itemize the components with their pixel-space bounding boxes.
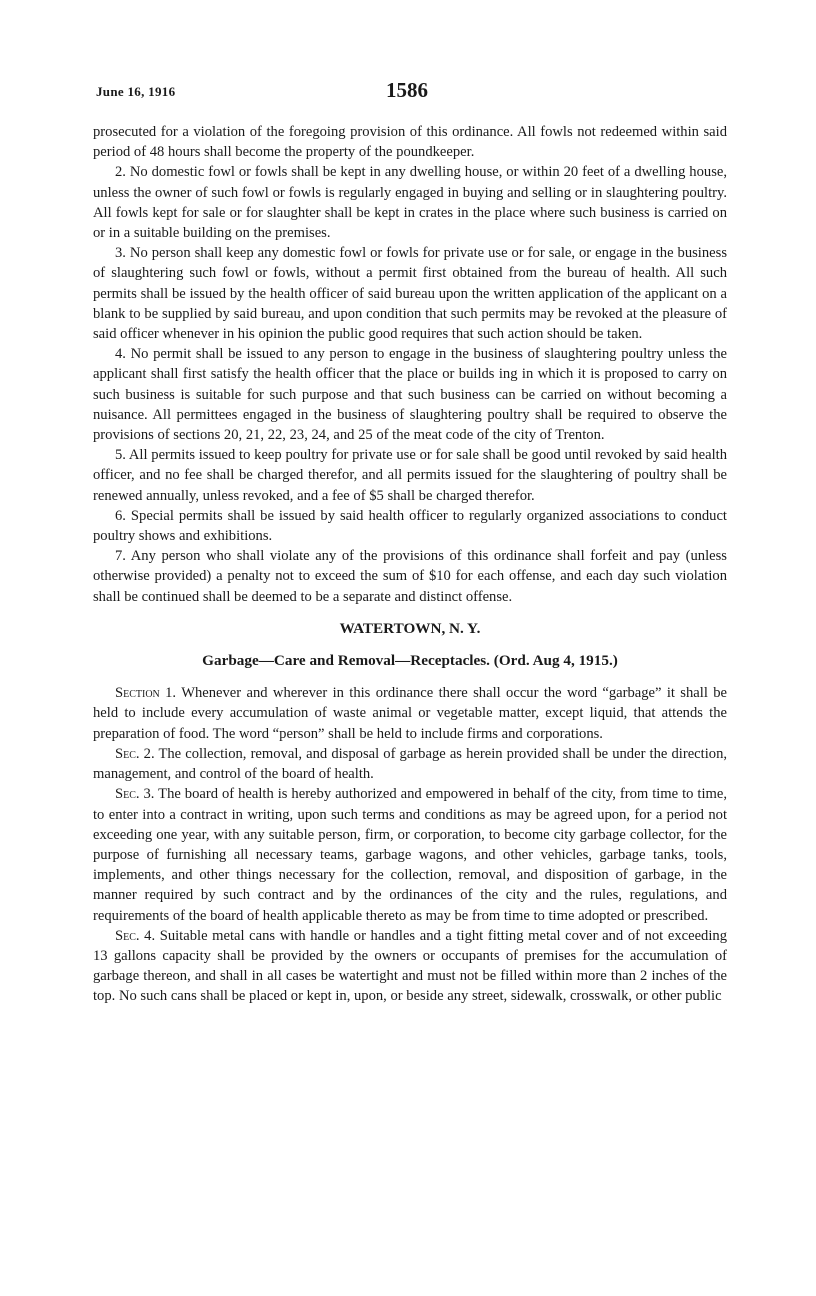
section-label: Section 1. <box>115 685 177 702</box>
section-text: Whenever and wherever in this ordinance there shall occur the word “garbage” it shall be held to include every accumulation of waste animal or vegetable matter, except liquid, that attends the preparation of food. The word “person” shall be held to include firms and corporations. <box>93 685 728 742</box>
paragraph-7: 7. Any person who shall violate any of the provisions of this ordinance shall forfeit and pay (unless otherwise provided) a penalty not to exceed the sum of $10 for each offense, and each day such violation shall be continued shall be deemed to be a separate and distinct offense. <box>93 548 727 605</box>
page-header <box>96 78 726 108</box>
page-body <box>93 122 727 1007</box>
paragraph-4: 4. No permit shall be issued to any person to engage in the business of slaughtering poultry unless the applicant shall first satisfy the health officer that the place or builds ing in which it is proposed to carry on such business is suitable for such purpose and that such business can be carried on without becoming a nuisance. All permittees engaged in the business of slaughtering poultry shall be required to observe the provisions of sections 20, 21, 22, 23, 24, and 25 of the meat code of the city of Trenton. <box>93 346 727 444</box>
section-text: Suitable metal cans with handle or handles and a tight fitting metal cover and of not exceeding 13 gallons capacity shall be provided by the owners or occupants of premises for the accumulation of garbage thereon, and shall in all cases be watertight and must not be filled within more than 2 inches of the top. No such cans shall be placed or kept in, upon, or beside any street, sidewalk, crosswalk, or other public <box>93 927 727 1005</box>
paragraph-3: 3. No person shall keep any domestic fowl or fowls for private use or for sale, or engage in the business of slaughtering such fowl or fowls, without a permit first obtained from the bureau of health. All such permits shall be issued by the health officer of said bureau upon the written application of the applicant on a blank to be supplied by said bureau, and upon condition that such permits may be revoked at the pleasure of said officer whenever in his opinion the public good requires that such action should be taken. <box>93 245 727 343</box>
page-number: 1586 <box>386 78 428 102</box>
paragraph-continued: prosecuted for a violation of the foregoing provision of this ordinance. All fowls not redeemed within said period of 48 hours shall become the property of the poundkeeper. <box>93 124 727 161</box>
ordinance-section-1 <box>93 683 727 744</box>
paragraph-6: 6. Special permits shall be issued by said health officer to regularly organized associations to conduct poultry shows and exhibitions. <box>93 507 727 545</box>
paragraph-2: 2. No domestic fowl or fowls shall be kept in any dwelling house, or within 20 feet of a dwelling house, unless the owner of such fowl or fowls is regularly engaged in buying and selling or in slaughtering poultry. All fowls kept for sale or for slaughter shall be kept in crates in the place where such business is carried on or in a suitable building on the premises. <box>93 164 727 242</box>
ordinance-section-4 <box>93 926 727 1007</box>
section-label: Sec. 4. <box>115 927 156 944</box>
section-heading: WATERTOWN, N. Y. <box>339 619 481 637</box>
section-label: Sec. 2. <box>115 745 155 762</box>
section-text: The collection, removal, and disposal of garbage as herein provided shall be under the direction, management, and control of the board of health. <box>93 745 728 783</box>
section-subheading: Garbage—Care and Removal—Receptacles. (Ord. Aug 4, 1915.) <box>202 652 618 670</box>
section-text: The board of health is hereby authorized and empowered in behalf of the city, from time to time, to enter into a contract in writing, upon such terms and conditions as may be agreed upon, for a period not exceeding one year, with any suitable person, firm, or corporation, to become city garbage collector, for the purpose of furnishing all necessary teams, garbage wagons, and other vehicles, garbage tanks, tools, implements, and other things necessary for the collection, removal, and disposition of garbage, in the manner required by such contract and by the ordinances of the city and the rules, regulations, and requirements of the board of health applicable thereto as may be from time to time adopted or prescribed. <box>93 786 727 924</box>
paragraph-5: 5. All permits issued to keep poultry for private use or for sale shall be good until revoked by said health officer, and no fee shall be charged therefor, and all permits issued for the slaughtering of poultry shall be renewed annually, unless revoked, and a fee of $5 shall be charged therefor. <box>93 447 727 504</box>
issue-date: June 16, 1916 <box>96 84 176 99</box>
section-label: Sec. 3. <box>115 786 155 803</box>
ordinance-section-3 <box>93 784 727 925</box>
ordinance-section-2 <box>93 744 727 784</box>
